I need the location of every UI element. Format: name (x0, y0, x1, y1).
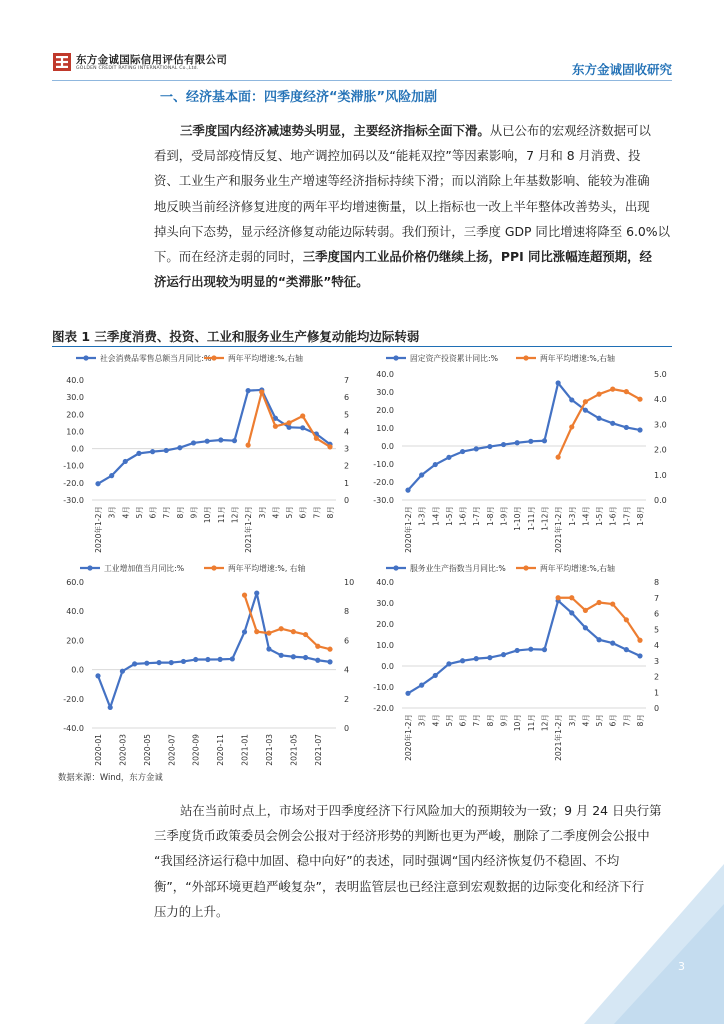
figure-source: 数据来源：Wind，东方金诚 (58, 772, 163, 782)
data-point (246, 388, 251, 393)
corner-decoration (584, 864, 724, 1024)
legend-marker (523, 355, 528, 360)
data-point (501, 652, 506, 657)
figure-title-divider (52, 346, 672, 347)
x-tick-label: 1-6月 (458, 506, 468, 526)
right-tick-label: 0 (344, 724, 350, 733)
x-tick-label: 4月 (121, 506, 131, 519)
data-point (191, 440, 196, 445)
data-point (637, 638, 642, 643)
right-tick-label: 1.0 (654, 470, 667, 480)
data-point (556, 455, 561, 460)
data-point (181, 659, 186, 664)
x-tick-label: 1-8月 (485, 506, 495, 526)
x-tick-label: 9月 (499, 714, 509, 727)
left-tick-label: 20.0 (66, 636, 84, 646)
right-tick-label: 2.0 (654, 445, 667, 455)
right-tick-label: 5 (344, 410, 350, 420)
x-tick-label: 2021-05 (289, 734, 299, 766)
data-point (218, 437, 223, 442)
data-point (109, 473, 114, 478)
left-tick-label: 20.0 (376, 406, 394, 415)
data-point (624, 647, 629, 652)
left-tick-label: 40.0 (376, 370, 394, 379)
left-tick-label: -20.0 (63, 478, 84, 488)
left-tick-label: -10.0 (373, 683, 394, 692)
data-point (487, 655, 492, 660)
data-point (542, 647, 547, 652)
data-point (637, 427, 642, 432)
x-tick-label: 6月 (298, 506, 308, 519)
data-point (433, 462, 438, 467)
para2-line-3: “我国经济运行稳中加固、稳中向好”的表述，同时强调“国内经济恢复仍不稳固、不均 (154, 853, 620, 869)
data-point (405, 691, 410, 696)
left-tick-label: -40.0 (63, 724, 84, 733)
data-point (637, 653, 642, 658)
company-logo-icon (52, 52, 72, 72)
legend-marker (393, 355, 398, 360)
paragraph-1 (154, 118, 672, 294)
left-tick-label: 0.0 (381, 442, 394, 451)
data-point (279, 626, 284, 631)
data-point (205, 657, 210, 662)
legend-label: 两年平均增速:%,右轴 (540, 354, 615, 363)
legend-label: 服务业生产指数当月同比:% (410, 564, 506, 573)
x-tick-label: 1-6月 (608, 506, 618, 526)
data-point (314, 436, 319, 441)
right-tick-label: 4.0 (654, 395, 667, 405)
data-point (303, 632, 308, 637)
x-tick-label: 9月 (189, 506, 199, 519)
data-point (610, 387, 615, 392)
x-tick-label: 7月 (472, 714, 482, 727)
para1-line-7: 济运行出现较为明显的“类滞胀”特征。 (154, 274, 369, 290)
x-tick-label: 11月 (216, 506, 226, 524)
series-line (245, 595, 330, 649)
left-tick-label: 30.0 (376, 388, 394, 397)
data-point (610, 641, 615, 646)
data-point (108, 705, 113, 710)
x-tick-label: 2021-01 (240, 734, 250, 766)
left-tick-label: 40.0 (376, 578, 394, 587)
right-tick-label: 7 (654, 593, 660, 603)
para1-line-3: 资、工业生产和服务业生产增速等经济指标持续下滑；而以消除上年基数影响、能较为准确 (154, 173, 650, 189)
right-tick-label: 4 (344, 665, 350, 675)
x-tick-label: 12月 (230, 506, 240, 524)
x-tick-label: 2021年1-2月 (554, 506, 564, 553)
x-tick-label: 8月 (175, 506, 185, 519)
x-tick-label: 2020-11 (216, 734, 226, 766)
para1-text: 下。而在经济走弱的同时， (154, 249, 303, 265)
x-tick-label: 1-4月 (431, 506, 441, 526)
data-point (242, 593, 247, 598)
data-point (132, 661, 137, 666)
legend-marker (393, 565, 398, 570)
right-tick-label: 3.0 (654, 420, 667, 430)
x-tick-label: 1-9月 (499, 506, 509, 526)
data-point (446, 455, 451, 460)
right-tick-label: 0.0 (654, 496, 667, 505)
data-point (169, 660, 174, 665)
chart-retail-sales (52, 350, 362, 570)
para1-bold-tail: 三季度国内工业品价格仍继续上扬，PPI 同比涨幅连超预期，经 (302, 249, 652, 265)
data-point (273, 424, 278, 429)
x-tick-label: 2020-05 (142, 734, 152, 766)
company-name-cn: 东方金诚国际信用评估有限公司 (76, 54, 228, 66)
x-tick-label: 2021年1-2月 (244, 506, 254, 553)
x-tick-label: 2020年1-2月 (404, 714, 413, 761)
para1-line-1 (154, 118, 672, 143)
legend-marker (211, 355, 216, 360)
x-tick-label: 4月 (271, 506, 281, 519)
left-tick-label: -10.0 (373, 460, 394, 469)
data-point (120, 669, 125, 674)
para2-line-1: 站在当前时点上，市场对于四季度经济下行风险加大的预期较为一致；9 月 24 日央行第 (180, 803, 662, 818)
x-tick-label: 1-10月 (513, 506, 523, 531)
data-point (95, 673, 100, 678)
data-point (433, 673, 438, 678)
x-tick-label: 10月 (513, 714, 523, 732)
data-point (596, 600, 601, 605)
data-point (300, 425, 305, 430)
para1-bold-lead: 三季度国内经济减速势头明显，主要经济指标全面下滑。 (180, 123, 490, 138)
x-tick-label: 6月 (458, 714, 468, 727)
data-point (596, 637, 601, 642)
right-tick-label: 4 (654, 641, 660, 650)
data-point (315, 658, 320, 663)
x-tick-label: 3月 (257, 506, 267, 519)
data-point (419, 683, 424, 688)
x-tick-label: 12月 (540, 714, 550, 732)
company-name-en: GOLDEN CREDIT RATING INTERNATIONAL Co.,Ltd. (76, 66, 199, 71)
data-point (254, 629, 259, 634)
data-point (218, 657, 223, 662)
page-number: 3 (678, 960, 685, 973)
data-point (528, 439, 533, 444)
data-point (460, 658, 465, 663)
x-tick-label: 3月 (417, 714, 427, 727)
right-tick-label: 6 (344, 636, 350, 646)
left-tick-label: 20.0 (66, 410, 84, 420)
left-tick-label: -30.0 (373, 496, 394, 505)
header-divider (52, 80, 672, 81)
legend-label: 工业增加值当月同比:% (104, 564, 185, 573)
x-tick-label: 1-4月 (581, 506, 591, 526)
x-tick-label: 10月 (203, 506, 213, 524)
right-tick-label: 1 (344, 478, 350, 488)
left-tick-label: 30.0 (376, 599, 394, 608)
x-tick-label: 2020-01 (94, 734, 103, 766)
data-point (624, 389, 629, 394)
data-point (327, 659, 332, 664)
data-point (230, 656, 235, 661)
data-point (583, 408, 588, 413)
data-point (556, 595, 561, 600)
left-tick-label: 0.0 (71, 444, 84, 454)
left-tick-label: 0.0 (381, 662, 394, 671)
left-tick-label: 20.0 (376, 620, 394, 629)
para1-line-4: 地反映当前经济修复进度的两年平均增速衡量，以上指标也一改上半年整体改善势头，出现 (154, 198, 650, 214)
section-title: 一、经济基本面：四季度经济“类滞胀”风险加剧 (160, 90, 438, 105)
data-point (164, 448, 169, 453)
left-tick-label: -10.0 (63, 461, 84, 471)
data-point (474, 656, 479, 661)
data-point (266, 631, 271, 636)
right-tick-label: 5 (654, 625, 660, 635)
series-line (98, 593, 330, 707)
left-tick-label: 10.0 (376, 641, 394, 650)
left-tick-label: 0.0 (71, 665, 84, 675)
x-tick-label: 1-3月 (567, 506, 577, 526)
data-point (610, 601, 615, 606)
data-point (446, 661, 451, 666)
right-tick-label: 6 (344, 393, 350, 403)
x-tick-label: 4月 (431, 714, 441, 727)
legend-label: 两年平均增速:%, 右轴 (228, 564, 306, 573)
data-point (144, 661, 149, 666)
data-point (136, 451, 141, 456)
data-point (624, 617, 629, 622)
data-point (596, 416, 601, 421)
data-point (596, 392, 601, 397)
data-point (569, 595, 574, 600)
right-tick-label: 3 (654, 656, 660, 666)
data-point (569, 397, 574, 402)
right-tick-label: 2 (344, 461, 350, 471)
left-tick-label: -20.0 (373, 478, 394, 487)
x-tick-label: 1-11月 (526, 506, 536, 531)
x-tick-label: 4月 (581, 714, 591, 727)
x-tick-label: 7月 (622, 714, 632, 727)
data-point (487, 444, 492, 449)
legend-label: 社会消费品零售总额当月同比:% (100, 354, 212, 363)
right-tick-label: 3 (344, 444, 350, 454)
left-tick-label: 10.0 (376, 424, 394, 433)
right-tick-label: 0 (344, 496, 350, 505)
para2-line-5: 压力的上升。 (154, 903, 229, 919)
data-point (156, 660, 161, 665)
data-point (542, 438, 547, 443)
right-tick-label: 7 (344, 376, 350, 385)
x-tick-label: 8月 (636, 714, 645, 727)
para1-line-5: 掉头向下态势，显示经济修复动能边际转弱。我们预计，三季度 GDP 同比增速将降至 6.0%以 (154, 223, 670, 239)
left-tick-label: 60.0 (66, 578, 84, 587)
figure-title: 图表 1 三季度消费、投资、工业和服务业生产修复动能均边际转弱 (52, 329, 420, 344)
x-tick-label: 2020年1-2月 (94, 506, 103, 553)
chart-service-production (362, 562, 672, 770)
data-point (501, 442, 506, 447)
data-point (123, 459, 128, 464)
data-point (246, 443, 251, 448)
data-point (286, 420, 291, 425)
legend-marker (87, 565, 92, 570)
legend-marker (211, 565, 216, 570)
x-tick-label: 2020年1-2月 (404, 506, 413, 553)
data-point (291, 654, 296, 659)
x-tick-label: 2020-07 (167, 734, 177, 766)
x-tick-label: 1-5月 (595, 506, 605, 526)
chart-fixed-investment (362, 350, 672, 570)
data-point (583, 399, 588, 404)
data-point (303, 655, 308, 660)
data-point (624, 425, 629, 430)
x-tick-label: 3月 (567, 714, 577, 727)
para1-line-6 (154, 244, 672, 269)
x-tick-label: 11月 (526, 714, 536, 732)
left-tick-label: 40.0 (66, 607, 84, 617)
data-point (419, 472, 424, 477)
left-tick-label: 40.0 (66, 376, 84, 385)
data-point (583, 608, 588, 613)
x-tick-label: 2020-03 (118, 734, 128, 766)
x-tick-label: 6月 (148, 506, 158, 519)
data-point (610, 421, 615, 426)
data-point (474, 446, 479, 451)
left-tick-label: -20.0 (373, 704, 394, 713)
x-tick-label: 7月 (162, 506, 172, 519)
para2-line-2: 三季度货币政策委员会例会公报对于经济形势的判断也更为严峻，删除了二季度例会公报中 (154, 828, 650, 844)
series-line (408, 601, 640, 694)
x-tick-label: 1-3月 (417, 506, 427, 526)
research-brand: 东方金诚固收研究 (571, 62, 672, 77)
data-point (569, 610, 574, 615)
x-tick-label: 6月 (608, 714, 618, 727)
right-tick-label: 2 (654, 672, 660, 682)
data-point (286, 425, 291, 430)
x-tick-label: 2020-09 (191, 734, 201, 766)
left-tick-label: 30.0 (66, 393, 84, 403)
right-tick-label: 2 (344, 694, 350, 704)
chart-industrial-output (52, 562, 362, 770)
x-tick-label: 1-8月 (636, 506, 645, 526)
data-point (279, 653, 284, 658)
data-point (205, 439, 210, 444)
data-point (254, 590, 259, 595)
data-point (515, 440, 520, 445)
x-tick-label: 2021-07 (313, 734, 323, 766)
data-point (150, 449, 155, 454)
x-tick-label: 5月 (444, 714, 454, 727)
data-point (300, 413, 305, 418)
data-point (460, 449, 465, 454)
x-tick-label: 1-7月 (622, 506, 632, 526)
x-tick-label: 1-12月 (540, 506, 550, 531)
x-tick-label: 5月 (595, 714, 605, 727)
left-tick-label: 10.0 (66, 427, 84, 437)
right-tick-label: 4 (344, 427, 350, 437)
right-tick-label: 0 (654, 704, 660, 713)
para1-text: 从已公布的宏观经济数据可以 (489, 123, 651, 138)
data-point (232, 438, 237, 443)
data-point (193, 657, 198, 662)
right-tick-label: 1 (654, 688, 660, 698)
data-point (569, 424, 574, 429)
data-point (637, 397, 642, 402)
x-tick-label: 3月 (107, 506, 117, 519)
para1-line-2: 看到，受局部疫情反复、地产调控加码以及“能耗双控”等因素影响，7 月和 8 月消费、投 (154, 148, 641, 164)
x-tick-label: 5月 (134, 506, 144, 519)
x-tick-label: 1-5月 (444, 506, 454, 526)
right-tick-label: 10 (344, 578, 355, 587)
data-point (327, 647, 332, 652)
data-point (327, 444, 332, 449)
series-line (408, 383, 640, 490)
legend-label: 固定资产投资累计同比:% (410, 354, 499, 363)
data-point (95, 481, 100, 486)
data-point (515, 648, 520, 653)
x-tick-label: 8月 (326, 506, 335, 519)
x-tick-label: 5月 (285, 506, 295, 519)
data-point (266, 646, 271, 651)
series-line (98, 390, 330, 484)
x-tick-label: 1-7月 (472, 506, 482, 526)
data-point (291, 629, 296, 634)
left-tick-label: -20.0 (63, 694, 84, 704)
x-tick-label: 2021-03 (264, 734, 274, 766)
data-point (259, 389, 264, 394)
left-tick-label: -30.0 (63, 496, 84, 505)
x-tick-label: 7月 (312, 506, 322, 519)
x-tick-label: 2021年1-2月 (554, 714, 564, 761)
data-point (177, 445, 182, 450)
right-tick-label: 8 (344, 607, 350, 617)
data-point (242, 629, 247, 634)
data-point (583, 625, 588, 630)
data-point (405, 488, 410, 493)
data-point (556, 380, 561, 385)
page-header (0, 0, 724, 80)
x-tick-label: 8月 (485, 714, 495, 727)
legend-marker (523, 565, 528, 570)
data-point (315, 644, 320, 649)
right-tick-label: 5.0 (654, 370, 667, 379)
right-tick-label: 8 (654, 578, 660, 587)
legend-label: 两年平均增速:%,右轴 (228, 354, 303, 363)
data-point (528, 647, 533, 652)
para2-line-4: 衡”，“外部环境更趋严峻复杂”，表明监管层也已经注意到宏观数据的边际变化和经济下行 (154, 878, 645, 894)
legend-marker (83, 355, 88, 360)
right-tick-label: 6 (654, 609, 660, 619)
legend-label: 两年平均增速:%,右轴 (540, 564, 615, 573)
